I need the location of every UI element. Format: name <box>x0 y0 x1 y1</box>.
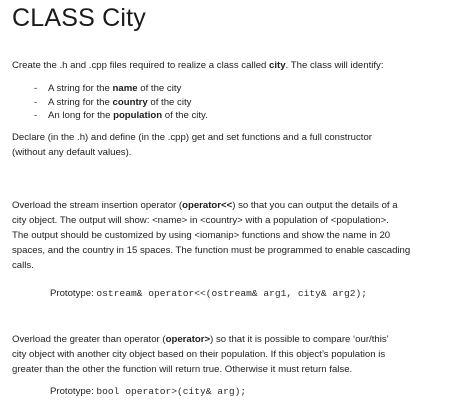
greater-operator-paragraph: Overload the greater than operator (operator>) so that it is possible to compare ‘our/this’ city object with another city object based on their population. If this object’s population is greater than the other the function will return true. Otherwise it must return false. <box>12 334 389 375</box>
code-snippet: bool operator>(city& arg); <box>96 386 247 397</box>
list-item: - A string for the name of the city <box>34 83 182 94</box>
list-item: - An long for the population of the city. <box>34 110 208 121</box>
list-item: - A string for the country of the city <box>34 96 192 108</box>
intro-paragraph <box>12 58 464 73</box>
intro-text-end: . The class will identify: <box>285 60 384 71</box>
page-title: CLASS City <box>12 4 146 32</box>
intro-text-start: Create the .h and .cpp files required to realize a class called <box>12 60 270 71</box>
prototype-stream: Prototype: ostream& operator<<(ostream& arg1, city& arg2); <box>50 288 367 299</box>
prototype-greater: Prototype: bool operator>(city& arg); <box>50 386 247 397</box>
code-snippet: ostream& operator<<(ostream& arg1, city& arg2); <box>96 288 367 299</box>
declare-paragraph: Declare (in the .h) and define (in the .cpp) get and set functions and a full constructor (without any default values). <box>12 132 372 158</box>
stream-operator-paragraph: Overload the stream insertion operator (operator<<) so that you can output the details of a city object. The output will show: <name> in <country> with a population of <population>. The output should be customized by using <iomanip> functions and show the name in 20 spaces, and the country in 15 spaces. The function must be programmed to enable cascading calls. <box>12 200 411 271</box>
attribute-list <box>34 82 454 123</box>
intro-class-name: city <box>269 60 286 71</box>
